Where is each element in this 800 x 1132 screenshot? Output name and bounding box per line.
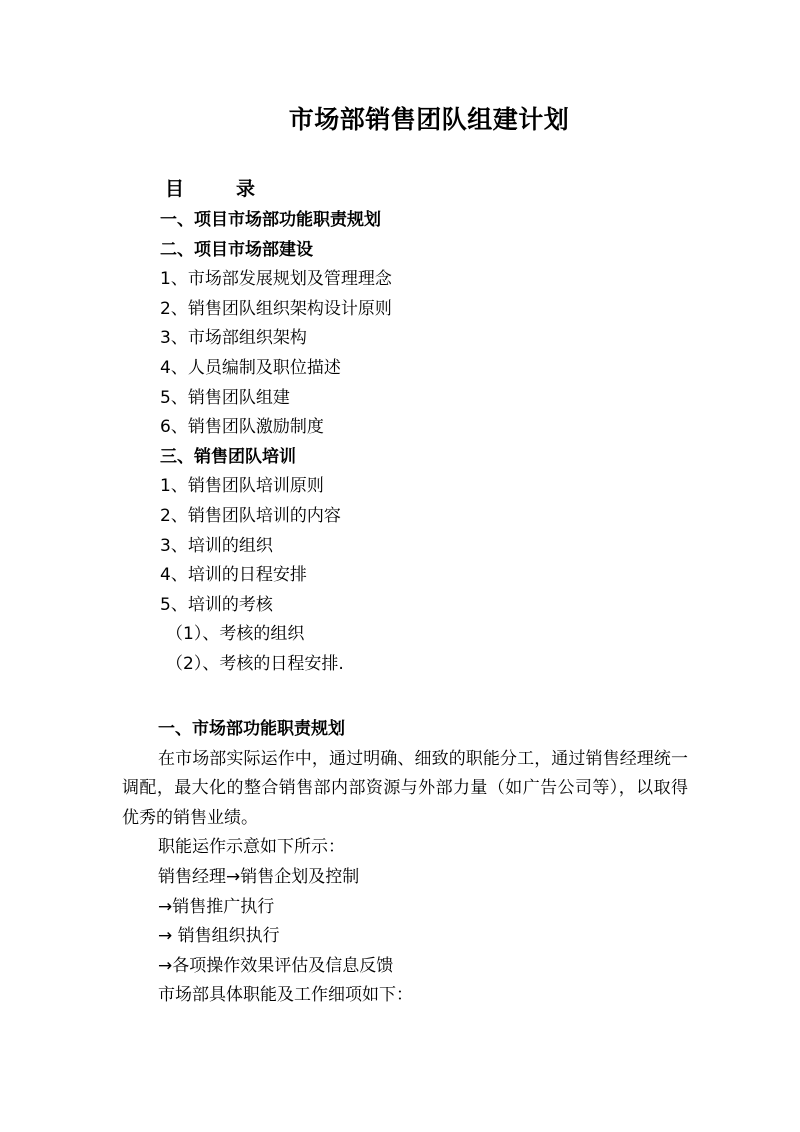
toc-item: 5、培训的考核 xyxy=(160,594,273,615)
flow-intro: 职能运作示意如下所示： xyxy=(158,837,345,858)
flow-line: → 销售组织执行 xyxy=(158,926,280,947)
section-paragraph: 在市场部实际运作中，通过明确、细致的职能分工，通过销售经理统一调配，最大化的整合销售部内部资源与外部力量（如广告公司等），以取得优秀的销售业绩。 xyxy=(122,748,688,828)
toc-item: 3、市场部组织架构 xyxy=(160,328,307,349)
toc-item: 2、销售团队培训的内容 xyxy=(160,505,341,526)
toc-item: 一、项目市场部功能职责规划 xyxy=(160,210,381,230)
toc-item: 4、培训的日程安排 xyxy=(160,565,307,586)
toc-item: 1、销售团队培训原则 xyxy=(160,476,324,497)
toc-item: 5、销售团队组建 xyxy=(160,387,290,408)
toc-heading-right: 录 xyxy=(236,178,256,200)
closing-line: 市场部具体职能及工作细项如下： xyxy=(158,985,413,1006)
toc-heading xyxy=(160,172,720,206)
toc-item: 2、销售团队组织架构设计原则 xyxy=(160,298,392,319)
section-heading: 一、市场部功能职责规划 xyxy=(158,719,345,739)
toc-item: （1）、考核的组织 xyxy=(166,624,305,645)
toc-item: 4、人员编制及职位描述 xyxy=(160,357,341,378)
toc-item: 3、培训的组织 xyxy=(160,535,273,556)
toc-item: 三、销售团队培训 xyxy=(160,446,296,467)
toc-item: 二、项目市场部建设 xyxy=(160,239,313,260)
table-of-contents xyxy=(160,172,720,680)
flow-line: →各项操作效果评估及信息反馈 xyxy=(158,955,394,976)
toc-heading-left: 目 xyxy=(165,178,185,200)
toc-item: 6、销售团队激励制度 xyxy=(160,417,324,438)
toc-item: （2）、考核的日程安排. xyxy=(166,653,344,674)
document-title: 市场部销售团队组建计划 xyxy=(288,105,570,134)
flow-line: →销售推广执行 xyxy=(158,896,275,917)
toc-item: 1、市场部发展规划及管理理念 xyxy=(160,269,392,290)
flow-line: 销售经理→销售企划及控制 xyxy=(158,866,360,887)
section-1 xyxy=(122,715,688,1011)
